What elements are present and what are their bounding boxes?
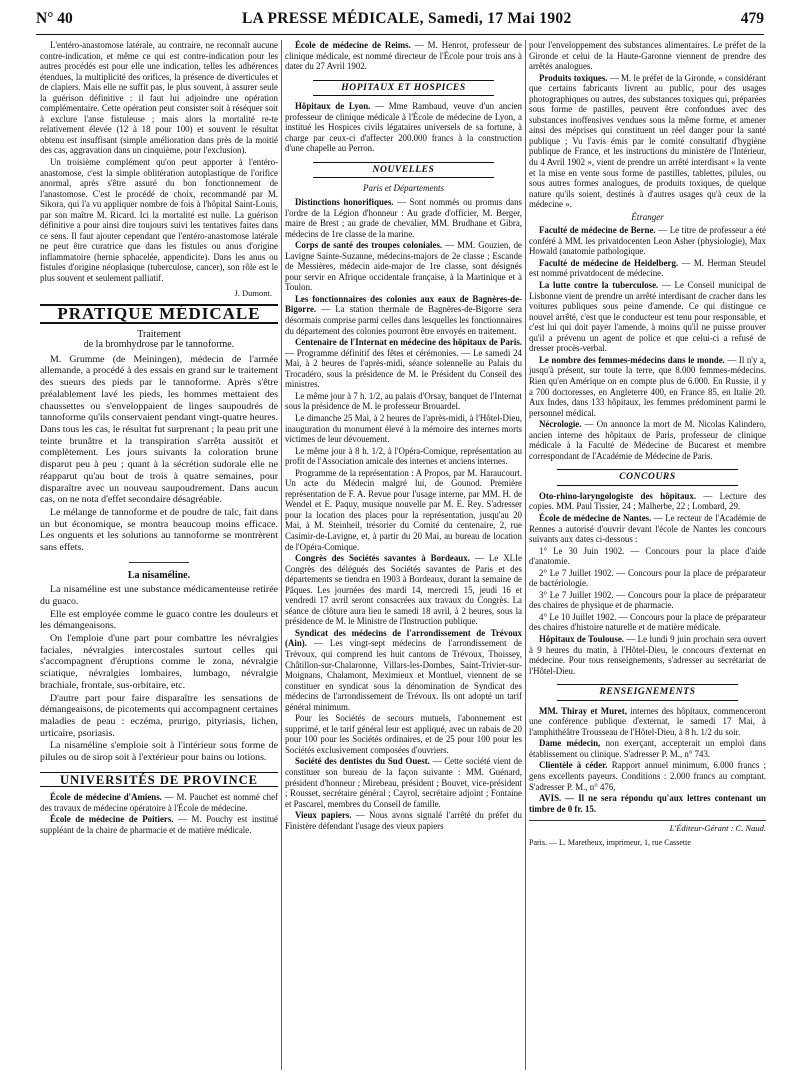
paragraph: 3° Le 7 Juillet 1902. — Concours pour la place de préparateur des chaires de physique et de pharmacie. bbox=[529, 589, 766, 611]
item-heading: Faculté de médecine de Heidelberg. bbox=[539, 257, 679, 268]
page-number: 479 bbox=[740, 10, 764, 27]
item-heading: MM. Thiray et Muret, bbox=[539, 705, 627, 716]
paragraph: Un troisième complément qu'on peut apporter à l'entéro-anastomose, c'est la simple oblitération autoplastique de l'orifice anormal, après s'être assuré du bon fonctionnement de l'anastomose. C'est le procédé de choix, recommandé par M. Sikora, qui l'a vu appliquer nombre de fois à l'hôpital Saint-Louis, par son maître M. Ricard. Ici la mortalité est nulle. La guérison définitive a pour ainsi dire toujours suivi les tentatives faites dans ce sens. Il faut ajouter cependant que l'entéro-anastomose latérale ne peut être curatrice que dans les fistules ou anus d'origine inflammatoire (hernie sphacelée, appendicite). Dans les anus ou fistules d'origine néoplasique (tuberculose, cancer), son rôle est le plus souvent et seulement palliatif. bbox=[40, 157, 278, 284]
paragraph: Le dimanche 25 Mai, à 2 heures de l'après-midi, à l'Hôtel-Dieu, inauguration du monument élevé à la mémoire des internes morts victimes de leur dévouement. bbox=[285, 412, 522, 445]
item-text: — M. Herman Steudel est nommé privatdocent de médecine. bbox=[529, 257, 766, 279]
printer-line: Paris. — L. Maretheux, imprimeur, 1, rue Cassette bbox=[529, 837, 691, 847]
item-heading: Corps de santé des troupes coloniales. bbox=[295, 240, 443, 251]
item-text: — On annonce la mort de M. Nicolas Kalindero, ancien interne des hôpitaux de Paris, professeur de clinique médicale à la Faculté de Médecine de Bucarest et membre correspondant de l'Académie de Médecine de Paris. bbox=[529, 419, 766, 461]
column-divider bbox=[525, 40, 526, 1070]
column-2 bbox=[285, 40, 522, 832]
item-heading: Hôpitaux de Toulouse. bbox=[539, 633, 624, 644]
issue-number: N° 40 bbox=[36, 10, 73, 27]
paragraph: Pour les Sociétés de secours mutuels, l'abonnement est supprimé, et le tarif général leur est appliqué, avec un rabais de 20 pour 100 pour les Sociétés ordinaires, et de 25 pour 100 pour les Sociétés exclusivement composées d'ouvriers. bbox=[285, 713, 522, 755]
paragraph: Le même jour à 7 h. 1/2, au palais d'Orsay, banquet de l'Internat sous la présidence de M. le professeur Brouardel. bbox=[285, 390, 522, 412]
paragraph: 1° Le 30 Juin 1902. — Concours pour la place d'aide d'anatomie. bbox=[529, 545, 766, 567]
item-heading: Société des dentistes du Sud Ouest. bbox=[295, 756, 430, 767]
paragraph: D'autre part pour faire disparaître les sensations de démangeaisons, de picotements qui accompagnent certaines maladies de peau : eczéma, prurigo, pityriasis, lichen, urticaire, psoriasis. bbox=[40, 692, 278, 739]
item-heading: Hôpitaux de Lyon. bbox=[295, 101, 371, 112]
column-3 bbox=[529, 40, 766, 848]
item-text: — Le XLIe Congrès des délégués des Sociétés savantes de Paris et des départements se tiendra en 1903 à Bordeaux, durant la semaine de Pâques. Les journées des mardi 14, mercredi 15, jeudi 16 et vendredi 17 avril seront consacrées aux travaux du Congrès. La séance de clôture aura lieu le samedi 18 avril, à 2 heures, sous la présidence de M. le Ministre de l'Instruction publique. bbox=[285, 553, 522, 627]
item-text: — Cette société vient de constituer son bureau de la façon suivante : MM. Guénard, président d'honneur ; Mirebeau, président ; Bouvet, vice-président ; Rousset, secrétaire général ; Cayrol, secrétaire adjoint ; Fontaine et Pascarel, membres du Conseil de famille. bbox=[285, 756, 522, 809]
divider bbox=[129, 562, 189, 563]
paragraph: Le mélange de tannoforme et de poudre de talc, fait dans un but économique, se montra beaucoup moins efficace. Les onguents et les solutions au tannoforme se montrèrent sans effets. bbox=[40, 506, 278, 554]
item-text: — M. Pouchy est institué suppléant de la chaire de pharmacie et de matière médicale. bbox=[40, 814, 278, 835]
item-text: internes des hôpitaux, commenceront une conférence publique d'externat, le samedi 17 Mai, à l'amphithéâtre Trousseau de l'Hôtel-Dieu, à 8 h. 1/2 du soir. bbox=[529, 705, 766, 737]
item-text: — Il n'y a, jusqu'à présent, sur toute la terre, que 8.000 femmes-médecins. Rien qu'en Amérique on en compte plus de 6.000. En Russie, il y a 700 doctoresses, en Angleterre 400, en France 85, en Italie 20. Aux Indes, dans 133 hôpitaux, les femmes prédominent parmi le personnel médical. bbox=[529, 354, 766, 418]
editor-line: L'Éditeur-Gérant : C. Naud. bbox=[529, 820, 766, 834]
item-heading: Nécrologie. bbox=[539, 419, 582, 430]
section-banner: HOPITAUX ET HOSPICES bbox=[313, 80, 494, 97]
item-text: — M. Henrot, professeur de clinique médicale, est nommé directeur de l'École pour trois ans à dater du 27 Avril 1902. bbox=[285, 40, 522, 72]
subsection-heading: Paris et Départements bbox=[363, 183, 444, 194]
item-text: — Mme Rambaud, veuve d'un ancien professeur de clinique médicale à l'École de médecine de Lyon, a institué les Hospices civils légataires universels de sa fortune, à charge par ceux-ci d'affecter 200.000 francs à la construction d'une chapelle au Perron. bbox=[285, 101, 522, 154]
item-text: — Nous avons signalé l'arrêté du préfet du Finistère défendant l'usage des vieux papiers bbox=[285, 810, 522, 831]
item-text: non exerçant, accepterait un emploi dans établissement ou clinique. S'adresser P. M., n° 743. bbox=[529, 738, 766, 759]
item-heading: Oto-rhino-laryngologiste des hôpitaux. bbox=[539, 490, 697, 501]
item-text: — La station thermale de Bagnères-de-Bigorre sera désormais comprise parmi celles dans lesquelles les fonctionnaires du département des colonies pourront être envoyés en traitement. bbox=[285, 304, 522, 336]
subsection-heading: Étranger bbox=[631, 211, 664, 222]
article-title: Traitement bbox=[137, 328, 181, 340]
item-heading: Syndicat des médecins de l'arrondissement de Trévoux (Ain). bbox=[285, 627, 522, 649]
paragraph: 2° Le 7 Juillet 1902. — Concours pour la place de préparateur de bactériologie. bbox=[529, 567, 766, 589]
paragraph: pour l'enveloppement des substances alimentaires. Le préfet de la Gironde et celui de la Haute-Garonne viennent de prendre des arrêtés analogues. bbox=[529, 40, 766, 72]
item-text: — Programme définitif des fêtes et cérémonies. — Le samedi 24 Mai, à 2 heures de l'après-midi, séance solennelle au Palais du Trocadéro, sous la présidence de M. le Président du Conseil des ministres. bbox=[285, 347, 522, 390]
section-banner: CONCOURS bbox=[557, 469, 738, 486]
article-subtitle: de la bromhydrose par le tannoforme. bbox=[83, 339, 235, 351]
article-title: La nisaméline. bbox=[127, 569, 191, 581]
section-banner: RENSEIGNEMENTS bbox=[557, 684, 738, 701]
item-heading: Clientèle à céder. bbox=[539, 760, 608, 771]
item-text: — M. le préfet de la Gironde, « considérant que certains fabricants livrent au public, pour des usages photographiques ou autres, des substances toxiques qui, préparées sous forme de pastilles, peuvent être confondues avec des substances inoffensives vendues sous la même forme, et amener ainsi des méprises qui constituent un réel danger pour la santé publique ; Vu l'avis émis par le comité consultatif d'hygiène publique de France, et les instructions du ministère de l'Intérieur, du 4 Avril 1902 », vient de prendre un arrêté interdisant « la vente et la mise en vente sous forme de pastilles, tablettes, pilules, ou sous autres formes analogues, de produits toxiques, de quelque nature qu'ils soient, destinés à d'autres usages qu'à ceux de la médecine ». bbox=[529, 72, 766, 210]
item-heading: École de médecine de Nantes. bbox=[539, 512, 652, 523]
item-text: — Lecture des copies. MM. Paul Tissier, 24 ; Malherbe, 22 ; Lombard, 29. bbox=[529, 490, 766, 512]
column-1 bbox=[40, 40, 278, 837]
item-text: — Les vingt-sept médecins de l'arrondissement de Trévoux, qui comprend les huit cantons de Trévoux, Thoissey, Châtillon-sur-Chalaronne, Villars-les-Dombes, Saint-Trivier-sur-Moignans, Chalamont, Meximieux et Montluel, viennent de se constituer en syndicat sous la dénomination de Syndicat des médecins de l'arrondissement de Trévoux. Ils ont adopté un tarif général minimum. bbox=[285, 638, 522, 712]
item-text: — MM. Gouzien, de Lavigne Sainte-Suzanne, médecins-majors de 2e classe ; Escande de Messières, médecin aide-major de 1re classe, sont désignés pour servir en Afrique occidentale française, à la Martinique et à Toulon. bbox=[285, 240, 522, 293]
item-heading: Distinctions honorifiques. bbox=[295, 197, 394, 208]
column-divider bbox=[281, 40, 282, 1070]
paragraph: L'entéro-anastomose latérale, au contraire, ne reconnaît aucune contre-indication, et même ce qui est contre-indication pour les autres procédés est pour elle une indication, telles les adhérences étendues, la multiplicité des orifices, la présence de diverticules et de clapiers. Mais elle ne suffit pas, le plus souvent, à assurer seule la guérison définitive : il faut lui adjoindre une opération complémentaire. Cette opération peut consister soit à réséquer soit à exclure l'anse fistuleuse ; mais alors la mortalité re-te relativement élevée (12 à 18 pour 100) et souvent le résultat obtenu est insuffisant (simple amélioration dans près de la moitié des cas, aggravation dans un cinquième, pour l'exclusion). bbox=[40, 40, 278, 156]
item-text: — Le Conseil municipal de Lisbonne vient de prendre un arrêté interdisant de cracher dans les voitures publiques sous peine d'amende. Ce qui distingue ce nouvel arrêté, c'est que le conducteur est tenu pour responsable, et c'est lui qui doit payer l'amende, à moins qu'il ne puisse prouver qu'il a prévenu un agent de police et que celui-ci a refusé de dresser procès-verbal. bbox=[529, 280, 766, 354]
section-heading: PRATIQUE MÉDICALE bbox=[40, 304, 278, 324]
page-header bbox=[36, 10, 764, 32]
item-text: — Le titre de professeur a été conféré à MM. les privatdocenten Leon Asher (physiologie), Max Howald (anatomie pathologique. bbox=[529, 225, 766, 257]
item-text: — Le lundi 9 juin prochain sera ouvert à 9 heures du matin, à l'Hôtel-Dieu, le concours d'externat en médecine. Pour tous renseignements, s'adresser au secrétariat de l'Hôtel-Dieu. bbox=[529, 633, 766, 676]
header-rule bbox=[36, 34, 764, 35]
item-heading: Centenaire de l'Internat en médecine des hôpitaux de Paris. bbox=[295, 337, 522, 348]
item-heading: Vieux papiers. bbox=[295, 810, 352, 821]
paragraph: Elle est employée comme le guaco contre les douleurs et les démangeaisons. bbox=[40, 608, 278, 632]
item-text: Rapport annuel minimum, 6.000 francs ; gens excellents payeurs. Conditions : 2.000 francs au comptant. S'adresser P. M., n° 476, bbox=[529, 760, 766, 792]
item-heading: École de médecine de Reims. bbox=[295, 40, 411, 50]
paragraph: La nisaméline s'emploie soit à l'intérieur sous forme de pilules ou de sirop soit à l'extérieur pour bains ou lotions. bbox=[40, 740, 278, 764]
paragraph: Le même jour à 8 h. 1/2, à l'Opéra-Comique, représentation au profit de l'Association amicale des internes et anciens internes. bbox=[285, 445, 522, 467]
section-heading: UNIVERSITÉS DE PROVINCE bbox=[40, 772, 278, 788]
item-heading: Congrès des Sociétés savantes à Bordeaux. bbox=[295, 553, 470, 564]
item-heading: Les fonctionnaires des colonies aux eaux de Bagnères-de-Bigorre. bbox=[285, 293, 522, 315]
paragraph: On l'emploie d'une part pour combattre les névralgies faciales, névralgies intercostales surtout celles qui s'accompagnent d'éruptions comme le zona, névralgie sciatique, névralgies lombaires, lumbago, névralgie brachiale, frontale, sus-orbitaire, etc. bbox=[40, 633, 278, 691]
item-heading: Faculté de médecine de Berne. bbox=[539, 225, 656, 236]
journal-title: LA PRESSE MÉDICALE, Samedi, 17 Mai 1902 bbox=[242, 10, 572, 27]
item-heading: École de médecine d'Amiens. bbox=[50, 792, 162, 803]
notice: AVIS. — Il ne sera répondu qu'aux lettres contenant un timbre de 0 fr. 15. bbox=[529, 793, 766, 814]
paragraph: M. Grumme (de Meiningen), médecin de l'armée allemande, a procédé à des essais en grand sur le traitement des sueurs des pieds par le tannoforme. Après s'être préalablement lavé les pieds, les hommes mettaient des chaussettes ou s'enveloppaient de linges saupoudrés de tannoforme qu'ils conservaient pendant vingt-quatre heures. Dans tous les cas, le résultat fut surprenant ; la peau prit une teinte brunâtre et la transpiration s'arrêta aussitôt et complètement. Les jours suivants la coloration brune disparut peu à peu ; quant à la sécrétion sudorale elle ne réapparut qu'au bout de trois à quatre semaines, pour disparaître avec un nouveau saupoudrement. Dans aucun cas, on ne nota d'effet secondaire désagréable. bbox=[40, 353, 278, 506]
item-text: — Sont nommés ou promus dans l'ordre de la Légion d'honneur : Au grade d'officier, M. Berger, maire de Brest ; au grade de chevalier, MM. Brudhane et Gibra, médecins de 1re classe de la marine. bbox=[285, 197, 522, 239]
item-heading: Le nombre des femmes-médecins dans le monde. bbox=[539, 354, 725, 365]
paragraph: Programme de la représentation : A Propos, par M. Haraucourt. Un acte du Médecin malgré lui, de Gounod. Première représentation de F. A. Revue pour l'usage interne, par MM. H. de Wendel et E. Paquy, musique nouvelle par M. E. Rey. S'adresser pour la location des places pour la représentation, jusqu'au 20 Mai, à M. Steinheil, trésorier du Comité du centenaire, 2, rue Casimir-de-Lavigne, et, à partir du 20 Mai, au bureau de location de l'Opéra-Comique. bbox=[285, 467, 522, 552]
author-signature: J. Dumont. bbox=[234, 287, 272, 298]
item-heading: École de médecine de Poitiers. bbox=[50, 814, 174, 825]
item-heading: Dame médecin, bbox=[539, 738, 601, 749]
paragraph: La nisaméline est une substance médicamenteuse retirée du guaco. bbox=[40, 584, 278, 607]
section-banner: NOUVELLES bbox=[313, 162, 494, 179]
paragraph: 4° Le 10 Juillet 1902. — Concours pour la place de préparateur des chaires d'histoire naturelle et de matière médicale. bbox=[529, 611, 766, 633]
item-heading: Produits toxiques. bbox=[539, 72, 608, 83]
item-text: — Le recteur de l'Académie de Rennes a autorisé d'ouvrir devant l'école de Nantes les concours suivants aux dates ci-dessous : bbox=[529, 512, 766, 545]
item-text: — M. Pauchet est nommé chef des travaux de médecine opératoire à l'École de médecine. bbox=[40, 792, 278, 813]
item-heading: La lutte contre la tuberculose. bbox=[539, 280, 659, 291]
